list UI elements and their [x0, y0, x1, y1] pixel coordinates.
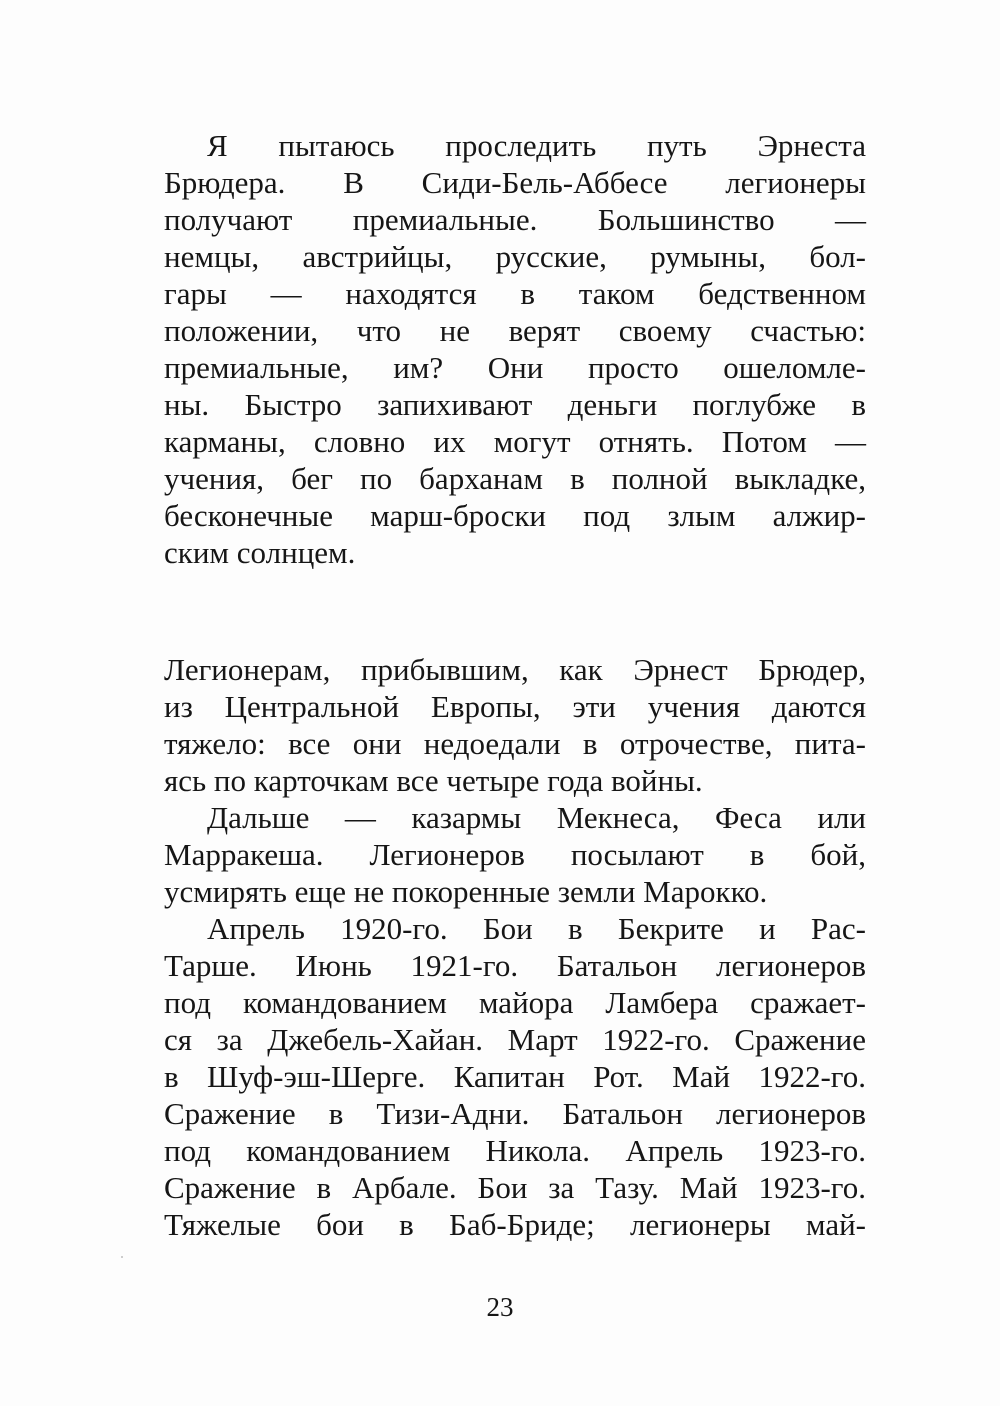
text-line: ны. Быстро запихивают деньги поглубже в	[164, 387, 866, 422]
text-line: Тяжелые бои в Баб-Бриде; легионеры май-	[164, 1207, 866, 1242]
text-line: немцы, австрийцы, русские, румыны, бол-	[164, 239, 866, 274]
text-line: получают премиальные. Большинство —	[164, 202, 866, 237]
text-line: под командованием майора Ламбера сражает-	[164, 985, 866, 1020]
text-line: из Центральной Европы, эти учения даются	[164, 689, 866, 724]
text-line: тяжело: все они недоедали в отрочестве, пита-	[164, 726, 866, 761]
text-line: положении, что не верят своему счастью:	[164, 313, 866, 348]
text-line: в Шуф-эш-Шерге. Капитан Рот. Май 1922-го.	[164, 1059, 866, 1094]
text-line: бесконечные марш-броски под злым алжир-	[164, 498, 866, 533]
text-line: под командованием Никола. Апрель 1923-го.	[164, 1133, 866, 1168]
text-line: Брюдера. В Сиди-Бель-Аббесе легионеры	[164, 165, 866, 200]
text-line: премиальные, им? Они просто ошеломле-	[164, 350, 866, 385]
text-line: Я пытаюсь проследить путь Эрнеста	[207, 128, 866, 163]
text-line: Сражение в Арбале. Бои за Тазу. Май 1923-го.	[164, 1170, 866, 1205]
text-line: Дальше — казармы Мекнеса, Феса или	[207, 800, 866, 835]
paragraph-2	[164, 651, 866, 799]
text-line: ясь по карточкам все четыре года войны.	[164, 763, 703, 798]
text-line: учения, бег по барханам в полной выкладке,	[164, 461, 866, 496]
text-line: Сражение в Тизи-Адни. Батальон легионеров	[164, 1096, 866, 1131]
text-line: Легионерам, прибывшим, как Эрнест Брюдер,	[164, 652, 866, 687]
paragraph-1	[164, 127, 866, 571]
text-block-bottom	[164, 651, 866, 1243]
text-line: Тарше. Июнь 1921-го. Батальон легионеров	[164, 948, 866, 983]
text-line: Апрель 1920-го. Бои в Бекрите и Рас-	[207, 911, 866, 946]
text-block-top	[164, 127, 866, 571]
text-line: усмирять еще не покоренные земли Марокко.	[164, 874, 768, 909]
text-line: Марракеша. Легионеров посылают в бой,	[164, 837, 866, 872]
text-line: гары — находятся в таком бедственном	[164, 276, 866, 311]
text-line: карманы, словно их могут отнять. Потом —	[164, 424, 866, 459]
paragraph-3	[164, 799, 866, 910]
page-number: 23	[486, 1292, 514, 1322]
paragraph-4	[164, 910, 866, 1243]
text-line: ся за Джебель-Хайан. Март 1922-го. Сражение	[164, 1022, 866, 1057]
paper-speck	[121, 1256, 123, 1258]
text-line: ским солнцем.	[164, 535, 356, 570]
